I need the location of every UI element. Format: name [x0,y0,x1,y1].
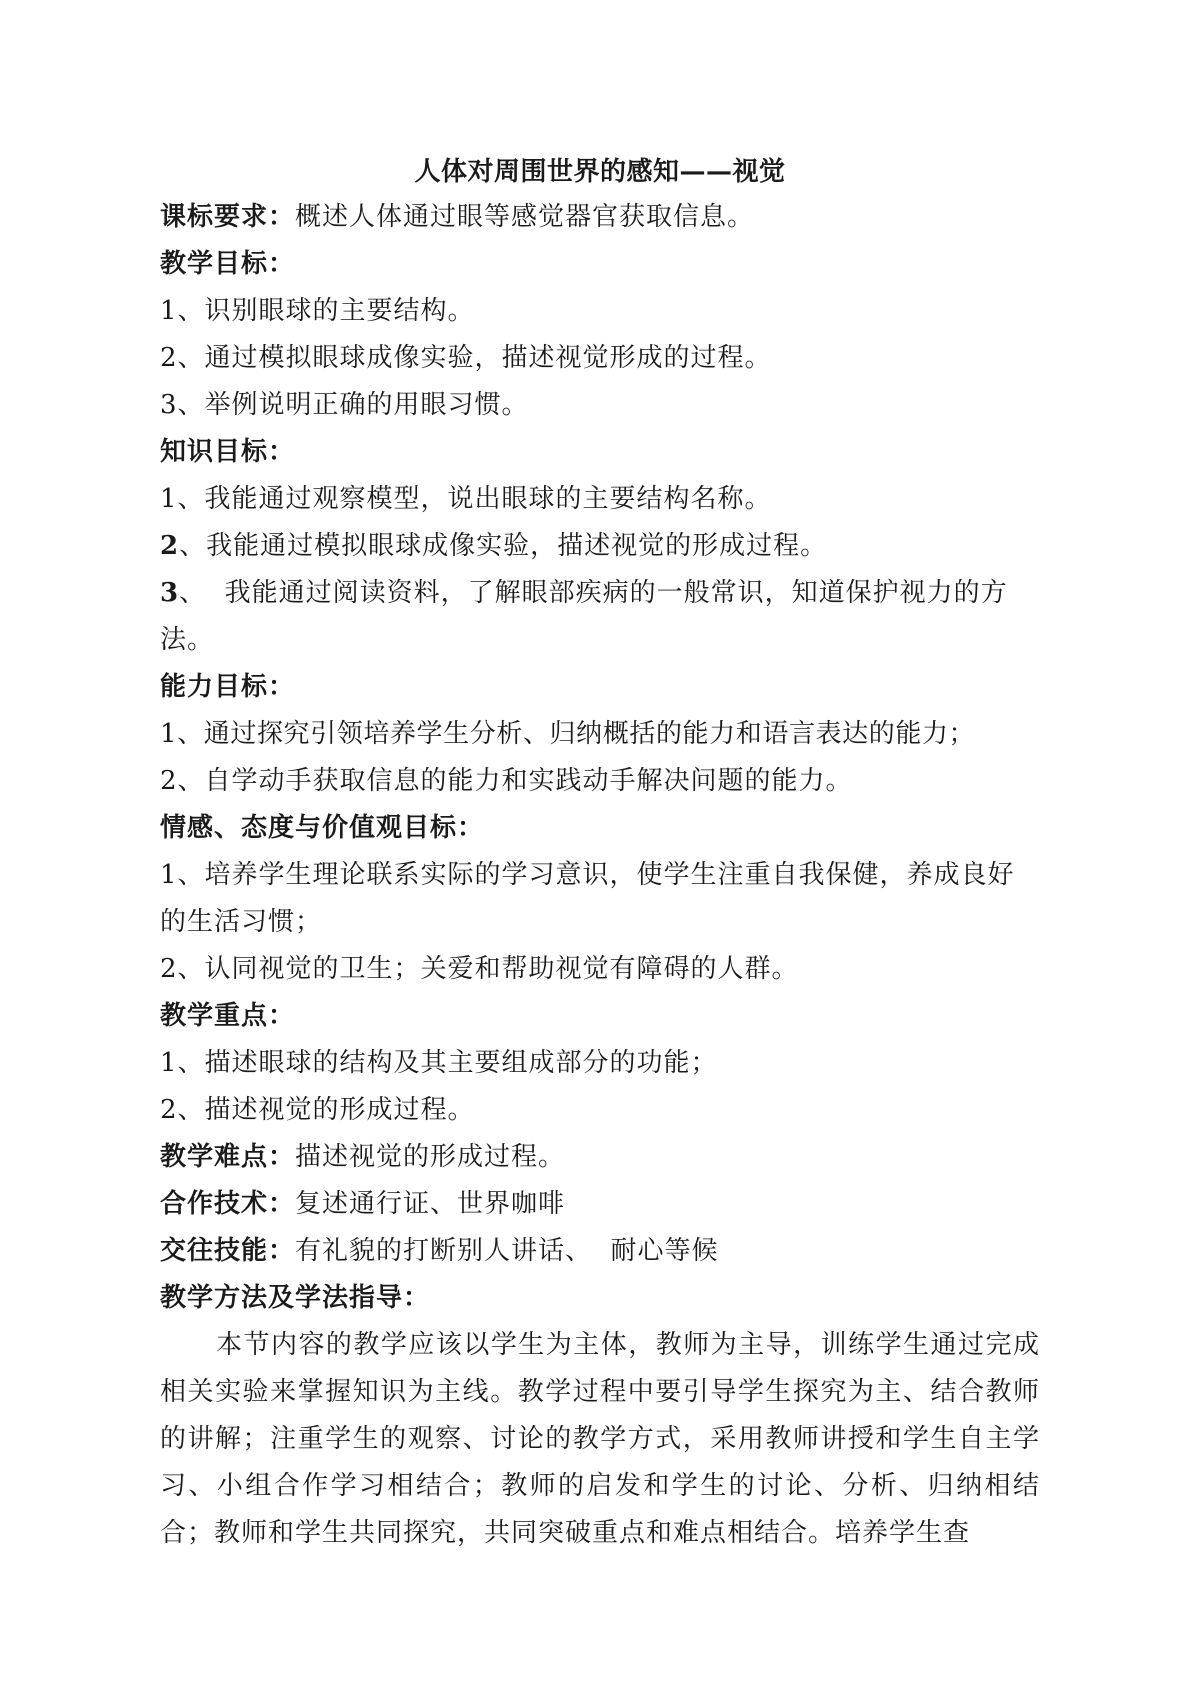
knowledge-goal-item: 1、我能通过观察模型，说出眼球的主要结构名称。 [160,484,772,514]
difficulty-label: 教学难点： [160,1142,296,1172]
key-points-heading: 教学重点： [160,1001,296,1031]
teaching-goal-item: 3、举例说明正确的用眼习惯。 [160,390,529,420]
ability-goal-item: 1、通过探究引领培养学生分析、归纳概括的能力和语言表达的能力； [160,719,976,749]
cooperation-label: 合作技术： [160,1189,296,1219]
teaching-goals-heading: 教学目标： [160,249,296,279]
key-point-item: 1、描述眼球的结构及其主要组成部分的功能； [160,1048,718,1078]
document-title: 人体对周围世界的感知——视觉 [414,157,786,187]
emotion-goal-item: 1、培养学生理论联系实际的学习意识，使学生注重自我保健，养成良好的生活习惯； [160,860,1015,937]
curriculum-requirement [160,194,1040,241]
curriculum-text: 概述人体通过眼等感觉器官获取信息。 [295,202,755,232]
ability-goal-item: 2、自学动手获取信息的能力和实践动手解决问题的能力。 [160,766,853,796]
item-number: 2 [160,531,180,561]
item-number: 3 [160,578,180,608]
item-text: 、 我能通过阅读资料，了解眼部疾病的一般常识，知道保护视力的方法。 [160,578,1008,655]
key-point-item: 2、描述视觉的形成过程。 [160,1095,475,1125]
communication-label: 交往技能： [160,1236,296,1266]
communication-skill [160,1228,1040,1275]
methods-heading: 教学方法及学法指导： [160,1283,431,1313]
cooperation-text: 复述通行证、世界咖啡 [295,1189,566,1219]
emotion-goal-item: 2、认同视觉的卫生；关爱和帮助视觉有障碍的人群。 [160,954,799,984]
knowledge-goal-item [160,523,1040,570]
communication-text: 有礼貌的打断别人讲话、 耐心等候 [295,1236,719,1266]
cooperation-technique [160,1181,1040,1228]
methods-paragraph: 本节内容的教学应该以学生为主体，教师为主导，训练学生通过完成相关实验来掌握知识为主线。教学过程中要引导学生探究为主、结合教师的讲解；注重学生的观察、讨论的教学方式，采用教师讲授和学生自主学习、小组合作学习相结合；教师的启发和学生的讨论、分析、归纳相结合；教师和学生共同探究，共同突破重点和难点相结合。培养学生查 [160,1330,1040,1548]
teaching-difficulty [160,1134,1040,1181]
teaching-goal-item: 1、识别眼球的主要结构。 [160,296,475,326]
document-body [160,150,1040,1557]
item-text: 、我能通过模拟眼球成像实验，描述视觉的形成过程。 [179,531,828,561]
curriculum-label: 课标要求： [160,202,296,232]
knowledge-goals-heading: 知识目标： [160,437,296,467]
emotion-goals-heading: 情感、态度与价值观目标： [160,813,485,843]
ability-goals-heading: 能力目标： [160,672,296,702]
knowledge-goal-item [160,570,1040,664]
teaching-goal-item: 2、通过模拟眼球成像实验，描述视觉形成的过程。 [160,343,772,373]
difficulty-text: 描述视觉的形成过程。 [295,1142,566,1172]
